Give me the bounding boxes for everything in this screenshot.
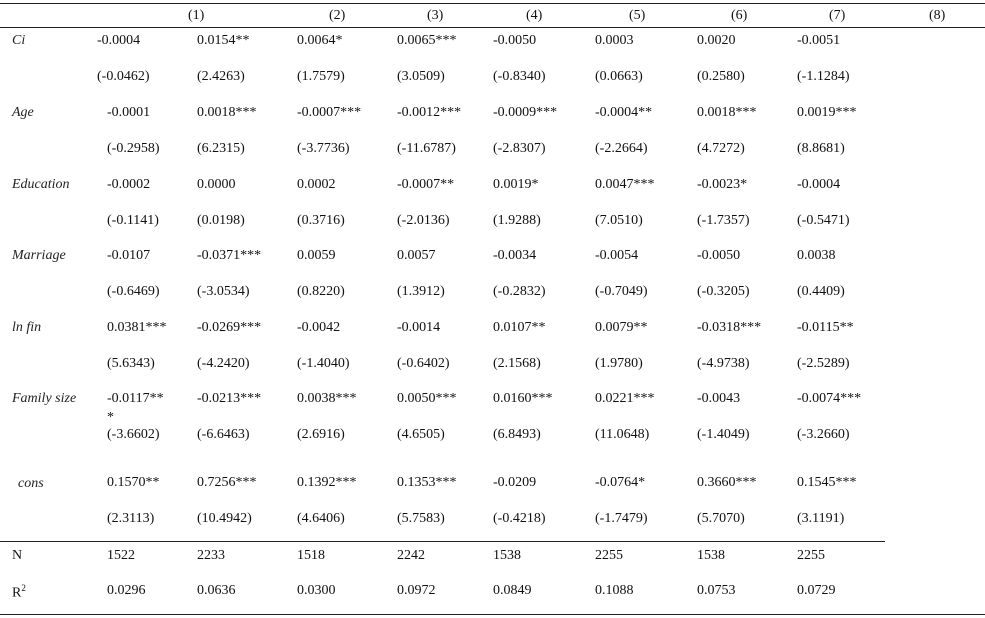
coef-cell: 0.0079** — [595, 320, 648, 335]
coef-cell: -0.0050 — [697, 248, 741, 263]
stat-cell: 2242 — [397, 548, 425, 563]
t-stat-cell: (-2.2664) — [595, 141, 648, 156]
coef-cell: 0.0065*** — [397, 33, 457, 48]
row-label: Ci — [12, 33, 26, 48]
t-stat-cell: (1.9288) — [493, 213, 541, 228]
t-stat-cell: (-1.7479) — [595, 511, 648, 526]
t-stat-cell: (0.4409) — [797, 284, 845, 299]
t-stat-cell: (-2.0136) — [397, 213, 450, 228]
t-stat-cell: (-0.0462) — [97, 69, 150, 84]
t-stat-cell: (-0.7049) — [595, 284, 648, 299]
t-stat-cell: (-1.4040) — [297, 356, 350, 371]
coef-cell: 0.0000 — [197, 177, 236, 192]
coef-cell: -0.0074*** — [797, 391, 862, 406]
coef-cell: -0.0213*** — [197, 391, 262, 406]
stat-cell: 2233 — [197, 548, 225, 563]
t-stat-cell: (5.6343) — [107, 356, 155, 371]
stat-cell: 0.0753 — [697, 583, 736, 598]
t-stat-cell: (1.9780) — [595, 356, 643, 371]
t-stat-cell: (5.7583) — [397, 511, 445, 526]
coef-cell: 0.0047*** — [595, 177, 655, 192]
stat-cell: 0.0729 — [797, 583, 836, 598]
t-stat-cell: (0.8220) — [297, 284, 345, 299]
stat-cell: 1522 — [107, 548, 135, 563]
t-stat-cell: (1.7579) — [297, 69, 345, 84]
t-stat-cell: (8.8681) — [797, 141, 845, 156]
row-label: Family size — [12, 391, 77, 406]
coef-cell: -0.0117** — [107, 391, 164, 406]
row-label: Marriage — [12, 248, 66, 263]
t-stat-cell: (6.8493) — [493, 427, 541, 442]
coef-cell: -0.0115** — [797, 320, 854, 335]
coef-cell: -0.0107 — [107, 248, 151, 263]
superscript: 2 — [21, 583, 26, 593]
t-stat-cell: (0.0663) — [595, 69, 643, 84]
t-stat-cell: (2.3113) — [107, 511, 155, 526]
coef-cell: 0.7256*** — [197, 475, 257, 490]
coef-cell: 0.0020 — [697, 33, 736, 48]
column-header: (8) — [929, 8, 946, 23]
t-stat-cell: (-3.2660) — [797, 427, 850, 442]
coef-cell: 0.0050*** — [397, 391, 457, 406]
stat-label: N — [12, 548, 23, 563]
coef-cell: 0.1545*** — [797, 475, 857, 490]
coef-cell: -0.0050 — [493, 33, 537, 48]
stat-cell: 0.0300 — [297, 583, 336, 598]
row-label: ln fin — [12, 320, 42, 335]
coef-cell: -0.0004 — [97, 33, 141, 48]
coef-cell: 0.0059 — [297, 248, 336, 263]
coef-cell: 0.0221*** — [595, 391, 655, 406]
bottom-rule — [0, 614, 985, 615]
stat-cell: 1518 — [297, 548, 325, 563]
t-stat-cell: (-0.6402) — [397, 356, 450, 371]
coef-cell: -0.0007** — [397, 177, 455, 192]
stat-cell: 0.0849 — [493, 583, 532, 598]
t-stat-cell: (-0.5471) — [797, 213, 850, 228]
stat-cell: 0.0972 — [397, 583, 436, 598]
coef-cell: -0.0007*** — [297, 105, 362, 120]
t-stat-cell: (-0.2958) — [107, 141, 160, 156]
t-stat-cell: (-2.5289) — [797, 356, 850, 371]
t-stat-cell: (-1.4049) — [697, 427, 750, 442]
t-stat-cell: (-3.6602) — [107, 427, 160, 442]
coef-cell: 0.0057 — [397, 248, 436, 263]
coef-cell: -0.0318*** — [697, 320, 762, 335]
top-rule — [0, 3, 985, 4]
coef-cell: 0.0003 — [595, 33, 634, 48]
coef-cell: -0.0051 — [797, 33, 841, 48]
coef-cell: -0.0004 — [797, 177, 841, 192]
coef-cell-wrap: * — [107, 410, 114, 425]
row-label: Education — [12, 177, 70, 192]
coef-cell: -0.0023* — [697, 177, 748, 192]
t-stat-cell: (-4.2420) — [197, 356, 250, 371]
t-stat-cell: (0.2580) — [697, 69, 745, 84]
coef-cell: 0.0018*** — [197, 105, 257, 120]
t-stat-cell: (0.0198) — [197, 213, 245, 228]
coef-cell: 0.0018*** — [697, 105, 757, 120]
row-label: Age — [12, 105, 34, 120]
t-stat-cell: (-0.4218) — [493, 511, 546, 526]
coef-cell: 0.0064* — [297, 33, 343, 48]
t-stat-cell: (-3.7736) — [297, 141, 350, 156]
t-stat-cell: (-3.0534) — [197, 284, 250, 299]
stat-cell: 0.0636 — [197, 583, 236, 598]
coef-cell: -0.0034 — [493, 248, 537, 263]
coef-cell: 0.0019* — [493, 177, 539, 192]
t-stat-cell: (-11.6787) — [397, 141, 456, 156]
coef-cell: 0.0038 — [797, 248, 836, 263]
header-rule — [0, 27, 985, 28]
column-header: (7) — [829, 8, 846, 23]
t-stat-cell: (-0.6469) — [107, 284, 160, 299]
coef-cell: 0.0154** — [197, 33, 250, 48]
t-stat-cell: (-6.6463) — [197, 427, 250, 442]
t-stat-cell: (-2.8307) — [493, 141, 546, 156]
coef-cell: -0.0043 — [697, 391, 741, 406]
coef-cell: -0.0009*** — [493, 105, 558, 120]
t-stat-cell: (7.0510) — [595, 213, 643, 228]
column-header: (5) — [629, 8, 646, 23]
t-stat-cell: (-1.7357) — [697, 213, 750, 228]
coef-cell: 0.0002 — [297, 177, 336, 192]
coef-cell: -0.0002 — [107, 177, 151, 192]
coef-cell: -0.0269*** — [197, 320, 262, 335]
coef-cell: -0.0054 — [595, 248, 639, 263]
column-header: (3) — [427, 8, 444, 23]
t-stat-cell: (-0.1141) — [107, 213, 159, 228]
t-stat-cell: (10.4942) — [197, 511, 252, 526]
row-label: cons — [18, 476, 44, 491]
coef-cell: 0.1353*** — [397, 475, 457, 490]
coef-cell: 0.1392*** — [297, 475, 357, 490]
coef-cell: 0.0107** — [493, 320, 546, 335]
stat-cell: 2255 — [595, 548, 623, 563]
coef-cell: 0.0038*** — [297, 391, 357, 406]
stat-label: $R^2$ — [12, 583, 26, 601]
column-header: (4) — [526, 8, 543, 23]
column-header: (6) — [731, 8, 748, 23]
coef-cell: -0.0014 — [397, 320, 441, 335]
t-stat-cell: (2.4263) — [197, 69, 245, 84]
stat-cell: 2255 — [797, 548, 825, 563]
t-stat-cell: (-0.3205) — [697, 284, 750, 299]
t-stat-cell: (2.6916) — [297, 427, 345, 442]
stat-cell: 0.0296 — [107, 583, 146, 598]
coef-cell: -0.0371*** — [197, 248, 262, 263]
t-stat-cell: (6.2315) — [197, 141, 245, 156]
t-stat-cell: (3.0509) — [397, 69, 445, 84]
t-stat-cell: (4.6505) — [397, 427, 445, 442]
coef-cell: -0.0001 — [107, 105, 151, 120]
coef-cell: 0.1570** — [107, 475, 160, 490]
coef-cell: 0.3660*** — [697, 475, 757, 490]
coef-cell: -0.0042 — [297, 320, 341, 335]
t-stat-cell: (2.1568) — [493, 356, 541, 371]
stat-cell: 0.1088 — [595, 583, 634, 598]
t-stat-cell: (-0.2832) — [493, 284, 546, 299]
t-stat-cell: (-0.8340) — [493, 69, 546, 84]
t-stat-cell: (4.6406) — [297, 511, 345, 526]
t-stat-cell: (11.0648) — [595, 427, 650, 442]
t-stat-cell: (1.3912) — [397, 284, 445, 299]
coef-cell: 0.0381*** — [107, 320, 167, 335]
stat-cell: 1538 — [697, 548, 725, 563]
column-header: (2) — [329, 8, 346, 23]
coef-cell: 0.0019*** — [797, 105, 857, 120]
coef-cell: 0.0160*** — [493, 391, 553, 406]
t-stat-cell: (-4.9738) — [697, 356, 750, 371]
coef-cell: -0.0012*** — [397, 105, 462, 120]
t-stat-cell: (-1.1284) — [797, 69, 850, 84]
t-stat-cell: (5.7070) — [697, 511, 745, 526]
t-stat-cell: (4.7272) — [697, 141, 745, 156]
t-stat-cell: (3.1191) — [797, 511, 845, 526]
t-stat-cell: (0.3716) — [297, 213, 345, 228]
stats-rule — [0, 541, 885, 542]
column-header: (1) — [188, 8, 205, 23]
coef-cell: -0.0209 — [493, 475, 537, 490]
coef-cell: -0.0004** — [595, 105, 653, 120]
stat-cell: 1538 — [493, 548, 521, 563]
coef-cell: -0.0764* — [595, 475, 646, 490]
